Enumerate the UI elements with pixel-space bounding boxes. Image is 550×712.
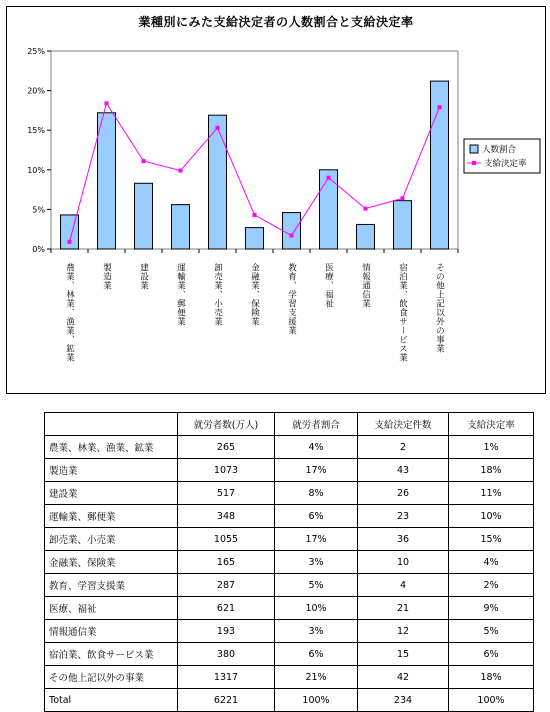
table-cell: 42 [358,666,449,689]
table-cell: 348 [178,505,275,528]
table-cell: 10 [358,551,449,574]
legend-label: 人数割合 [482,145,517,155]
category-label: 金融業、保険業 [249,263,260,326]
table-cell: 43 [358,459,449,482]
data-table [44,412,534,712]
line-marker [253,213,257,217]
line-marker [364,207,368,211]
table-header-cell: 就労者数(万人) [178,413,275,436]
table-row [45,459,534,482]
table-row [45,528,534,551]
bar [135,183,153,249]
row-label: 教育、学習支援業 [45,574,178,597]
row-label: 運輸業、郵便業 [45,505,178,528]
table-row [45,597,534,620]
table-cell: 6% [449,643,534,666]
category-label: 宿泊業、飲食サービス業 [397,263,408,362]
table-cell: 18% [449,459,534,482]
row-label: Total [45,689,178,712]
bar [246,228,264,249]
y-tick-label: 5% [32,205,45,215]
table-cell: 10% [275,597,358,620]
row-label: 金融業、保険業 [45,551,178,574]
category-label: その他上記以外の事業 [434,263,445,353]
table-cell: 6221 [178,689,275,712]
table-cell: 287 [178,574,275,597]
table-cell: 265 [178,436,275,459]
table-cell: 6% [275,505,358,528]
legend-bar-swatch [470,145,478,153]
table-cell: 100% [275,689,358,712]
table-body [45,436,534,712]
table-header-cell [45,413,178,436]
table-row [45,643,534,666]
table-cell: 10% [449,505,534,528]
table-cell: 5% [275,574,358,597]
bar [320,170,338,249]
table-cell: 5% [449,620,534,643]
table-header-cell: 支給決定件数 [358,413,449,436]
table-row [45,574,534,597]
table-cell: 21 [358,597,449,620]
bar [394,201,412,249]
category-label: 建設業 [138,263,149,290]
table-row [45,620,534,643]
table-cell: 621 [178,597,275,620]
table-cell: 15% [449,528,534,551]
y-tick-label: 10% [27,165,45,175]
table-cell: 2 [358,436,449,459]
line-marker [142,159,146,163]
chart-plot [7,7,545,393]
table-cell: 9% [449,597,534,620]
table-cell: 1% [449,436,534,459]
table-cell: 3% [275,620,358,643]
chart-frame [6,6,546,394]
row-label: 農業、林業、漁業、鉱業 [45,436,178,459]
table-cell: 26 [358,482,449,505]
table-cell: 2% [449,574,534,597]
table-cell: 17% [275,459,358,482]
bar [172,205,190,249]
category-label: 製造業 [101,263,112,290]
table-cell: 234 [358,689,449,712]
table-header-cell: 支給決定率 [449,413,534,436]
table-cell: 100% [449,689,534,712]
y-tick-label: 15% [27,126,45,136]
table-cell: 380 [178,643,275,666]
row-label: 宿泊業、飲食サービス業 [45,643,178,666]
row-label: 製造業 [45,459,178,482]
table-cell: 517 [178,482,275,505]
bar [357,224,375,249]
table-row [45,551,534,574]
line-marker [179,169,183,173]
table-cell: 23 [358,505,449,528]
chart-title: 業種別にみた支給決定者の人数割合と支給決定率 [138,15,414,29]
line-marker [105,101,109,105]
category-label: 卸売業、小売業 [212,263,223,326]
table-cell: 193 [178,620,275,643]
table-cell: 165 [178,551,275,574]
table-cell: 4 [358,574,449,597]
table-cell: 11% [449,482,534,505]
row-label: 医療、福祉 [45,597,178,620]
table-cell: 1055 [178,528,275,551]
y-tick-label: 25% [27,47,45,56]
table-cell: 17% [275,528,358,551]
table-row [45,482,534,505]
y-tick-label: 0% [32,245,45,254]
line-marker [438,105,442,109]
line-marker [401,196,405,200]
table-row [45,666,534,689]
table-cell: 15 [358,643,449,666]
line-marker [68,240,72,244]
legend-label: 支給決定率 [484,159,527,169]
category-label: 教育、学習支援業 [286,263,297,335]
table-header-row [45,413,534,436]
table-cell: 6% [275,643,358,666]
table-cell: 1073 [178,459,275,482]
table-row [45,436,534,459]
table-cell: 12 [358,620,449,643]
table-cell: 3% [275,551,358,574]
table-cell: 4% [449,551,534,574]
line-marker [327,176,331,180]
bar [98,113,116,249]
y-tick-label: 20% [27,86,45,96]
table-cell: 21% [275,666,358,689]
line-marker [290,234,294,238]
legend-line-marker [472,161,476,165]
category-label: 情報通信業 [360,263,371,308]
table-header-cell: 就労者割合 [275,413,358,436]
row-label: 卸売業、小売業 [45,528,178,551]
table-cell: 8% [275,482,358,505]
row-label: 情報通信業 [45,620,178,643]
table-cell: 18% [449,666,534,689]
table-cell: 4% [275,436,358,459]
category-label: 医療、福祉 [323,263,334,308]
table-cell: 1317 [178,666,275,689]
row-label: 建設業 [45,482,178,505]
row-label: その他上記以外の事業 [45,666,178,689]
category-label: 運輸業、郵便業 [175,263,186,326]
bar [283,213,301,249]
table-cell: 36 [358,528,449,551]
line-marker [216,126,220,130]
table-row [45,505,534,528]
table-row [45,689,534,712]
category-label: 農業、林業、漁業、鉱業 [64,263,75,362]
